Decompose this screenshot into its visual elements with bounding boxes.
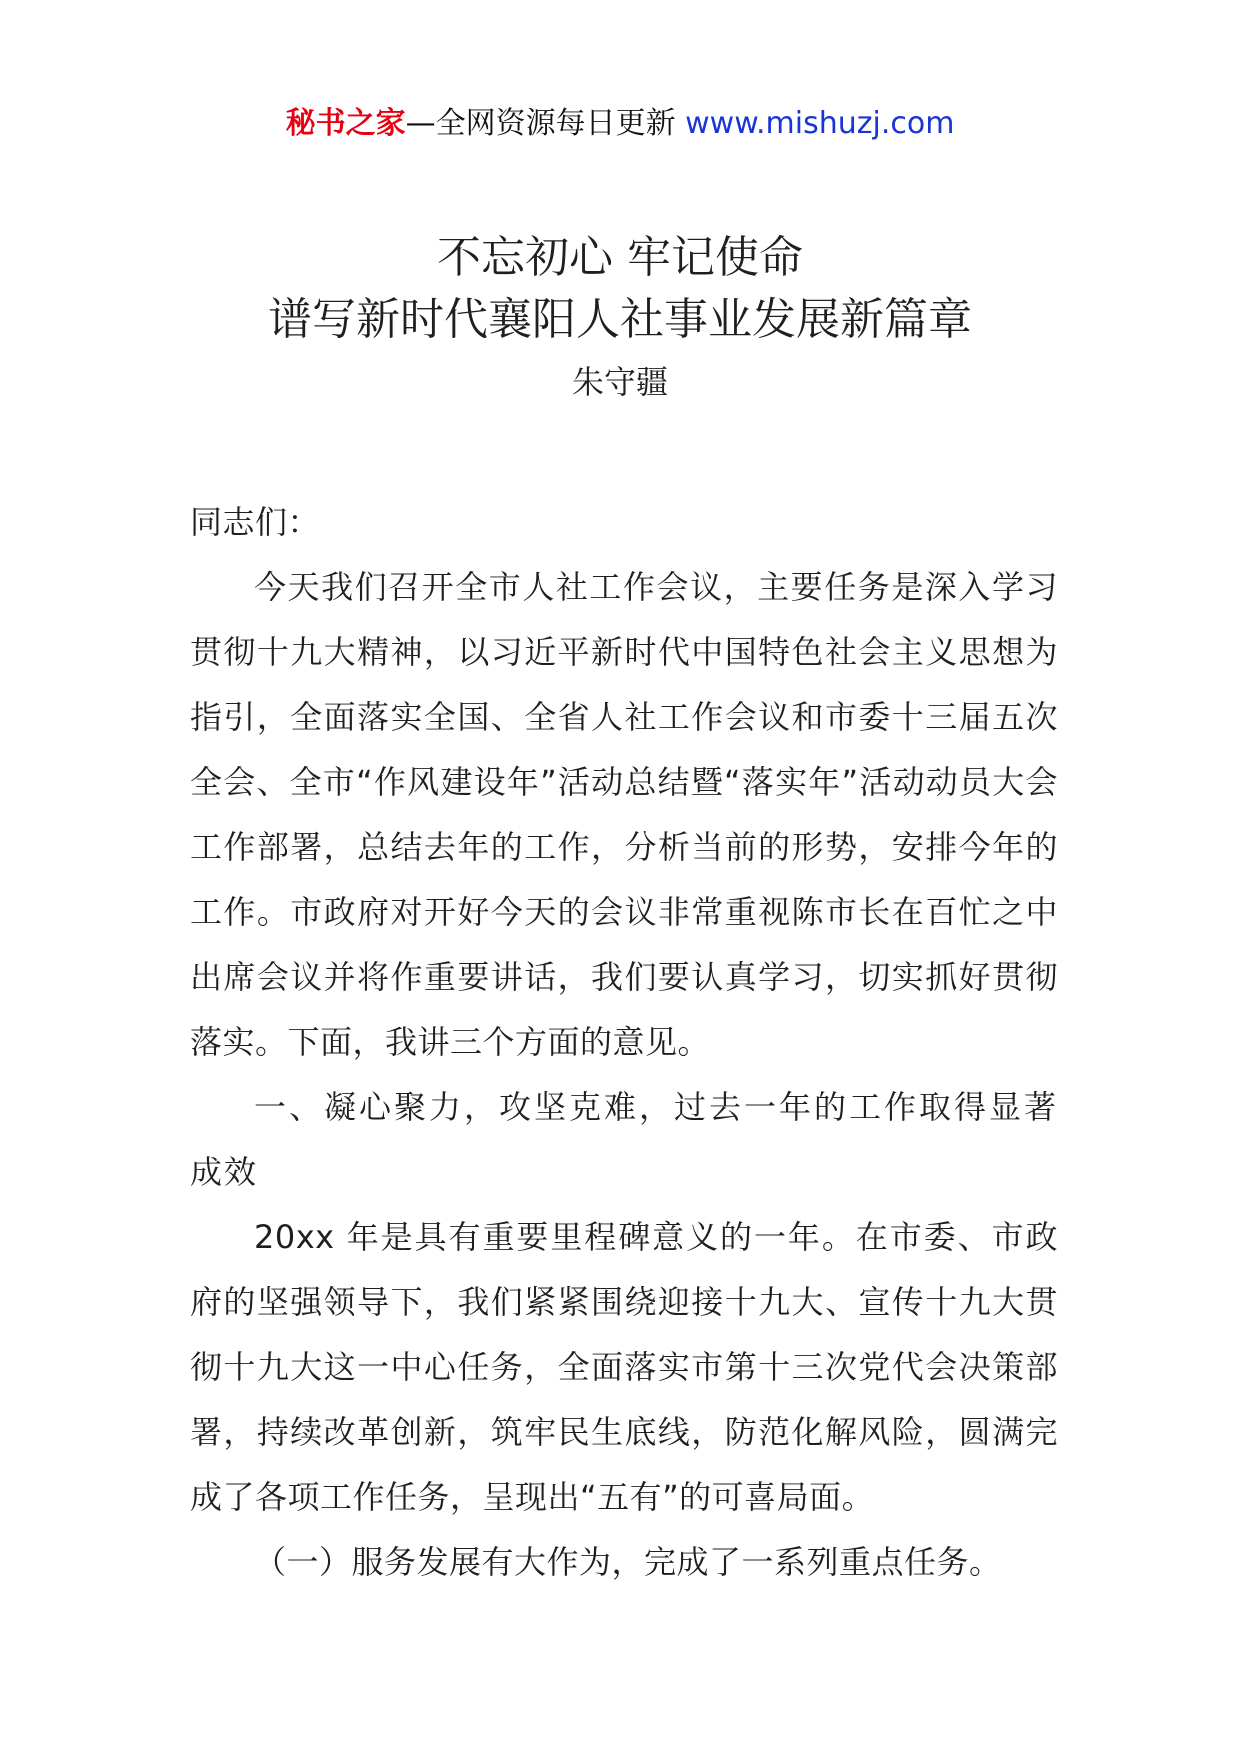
- document-title-line-1: 不忘初心 牢记使命: [437, 232, 803, 283]
- document-author: 朱守疆: [571, 363, 668, 401]
- site-banner: [0, 102, 1240, 146]
- subsection-heading: （一）服务发展有大作为，完成了一系列重点任务。: [254, 1543, 1002, 1581]
- body-paragraph: 20xx 年是具有重要里程碑意义的一年。在市委、市政府的坚强领导下，我们紧紧围绕迎接十九大、宣传十九大贯彻十九大这一中心任务，全面落实市第十三次党代会决策部署，持续改革创新，筑牢民生底线，防范化解风险，圆满完成了各项工作任务，呈现出“五有”的可喜局面。: [190, 1218, 1058, 1516]
- site-url-link[interactable]: www.mishuzj.com: [685, 106, 955, 141]
- site-brand: 秘书之家: [285, 106, 406, 141]
- salutation: 同志们：: [190, 503, 321, 541]
- document-title-line-2: 谱写新时代襄阳人社事业发展新篇章: [268, 294, 972, 345]
- body-paragraph: 今天我们召开全市人社工作会议，主要任务是深入学习贯彻十九大精神，以习近平新时代中国特色社会主义思想为指引，全面落实全国、全省人社工作会议和市委十三届五次全会、全市“作风建设年”活动总结暨“落实年”活动动员大会工作部署，总结去年的工作，分析当前的形势，安排今年的工作。市政府对开好今天的会议非常重视陈市长在百忙之中出席会议并将作重要讲话，我们要认真学习，切实抓好贯彻落实。下面，我讲三个方面的意见。: [190, 568, 1058, 1061]
- section-heading: 一、凝心聚力，攻坚克难，过去一年的工作取得显著成效: [190, 1088, 1058, 1191]
- document-body: [190, 490, 1058, 1595]
- site-slogan: —全网资源每日更新: [405, 106, 676, 141]
